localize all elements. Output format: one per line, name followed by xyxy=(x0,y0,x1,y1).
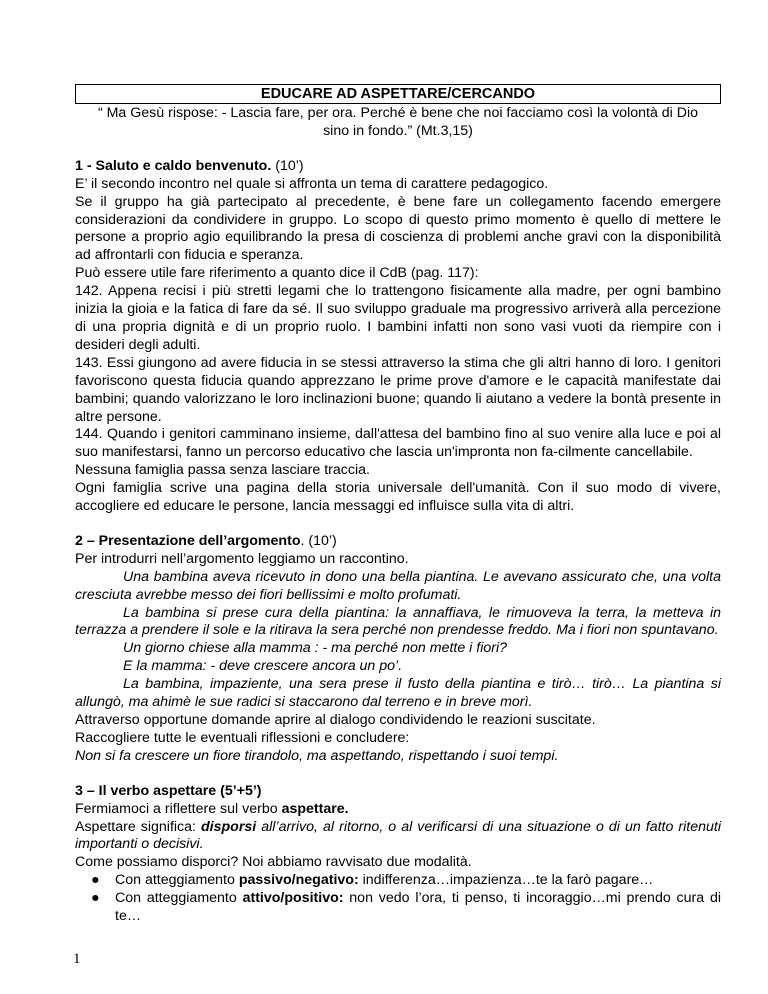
paragraph-144: 144. Quando i genitori camminano insieme, dall'attesa del bambino fino al suo venire alla luce e poi al suo manifestarsi, fanno un percorso educativo che lascia un'impronta non fa-cilmente cancellabile. xyxy=(75,426,721,461)
text-run: Aspettare significa: xyxy=(75,818,201,835)
section-2-heading xyxy=(75,533,721,551)
paragraph-143: 143. Essi giungono ad avere fiducia in se stessi attraverso la stima che gli altri hanno di loro. I genitori favoriscono questa fiducia quando apprezzano le prime prove d'amore e le capacità manifestate dai bambini; quando valorizzano le loro inclinazioni buone; quando li aiutano a vedere la bontà presente in altre persone. xyxy=(75,354,721,425)
attitude-list xyxy=(75,872,721,926)
section-1-heading xyxy=(75,158,721,176)
epigraph-quote: “ Ma Gesù rispose: - Lascia fare, per ora. Perché è bene che noi facciamo così la volontà di Dio sino in fondo.” (Mt.3,15) xyxy=(97,105,699,139)
section-2-title: 2 – Presentazione dell’argomento xyxy=(75,532,301,549)
bullet-icon: ● xyxy=(91,890,100,907)
definition xyxy=(75,819,721,855)
page-number: 1 xyxy=(73,951,81,967)
paragraph: Ogni famiglia scrive una pagina della storia universale dell'umanità. Con il suo modo di vivere, accogliere ed educare le persone, lancia messaggi ed influisce sulla vita di altri. xyxy=(75,480,721,515)
text-run-bold: attivo/positivo: xyxy=(242,890,344,907)
paragraph: Raccogliere tutte le eventuali riflessioni e concludere: xyxy=(75,729,410,746)
section-1-time: (10’) xyxy=(271,157,304,174)
story-paragraph: La bambina si prese cura della piantina: la annaffiava, le rimuoveva la terra, la metteva in terrazza a prendere il sole e la ritirava la sera perché non prendesse freddo. Ma i fiori non spuntavano. xyxy=(75,604,721,639)
list-item xyxy=(91,890,721,926)
text-run-bold: aspettare. xyxy=(281,800,349,817)
story-paragraph: Un giorno chiese alla mamma : - ma perché non mette i fiori? xyxy=(123,640,508,657)
text-run: Con atteggiamento xyxy=(115,872,239,889)
list-item xyxy=(91,872,721,890)
section-3-title: 3 – Il verbo aspettare (5’+5’) xyxy=(75,782,262,799)
section-3 xyxy=(75,783,721,926)
text-run: non vedo l’ora, ti penso, ti incoraggio…mi prendo cura di te… xyxy=(115,890,721,925)
paragraph: Come possiamo disporci? Noi abbiamo ravvisato due modalità. xyxy=(75,854,472,871)
text-run-italic: all’arrivo, al ritorno, o al verificarsi di una situazione o di un fatto ritenuti importanti o decisivi. xyxy=(75,818,721,853)
text-run: Fermiamoci a riflettere sul verbo xyxy=(75,800,282,817)
paragraph-142: 142. Appena recisi i più stretti legami che lo trattengono fisicamente alla madre, per ogni bambino inizia la gioia e la fatica di fare da sé. Il suo sviluppo graduale ma progressivo arriverà alla percezione di una propria dignità e di un proprio ruolo. I bambini infatti non sono vasi vuoti da riempire con i desideri degli adulti. xyxy=(75,283,721,353)
document-page xyxy=(75,84,721,926)
text-run: Con atteggiamento xyxy=(115,890,243,907)
paragraph: Attraverso opportune domande aprire al dialogo condividendo le reazioni suscitate. xyxy=(75,712,596,728)
conclusion: Non si fa crescere un fiore tirandolo, ma aspettando, rispettando i suoi tempi. xyxy=(75,747,559,764)
text-run: indifferenza…impazienza…te la farò pagare… xyxy=(358,872,654,889)
section-1 xyxy=(75,158,721,516)
paragraph: Se il gruppo ha già partecipato al precedente, è bene fare un collegamento facendo emergere considerazioni da condividere in gruppo. Lo scopo di questo primo momento è quello di mettere le persone a proprio agio equilibrando la presa di coscienza di problemi anche gravi con la disponibilità ad affrontarli con fiducia e speranza. xyxy=(75,193,721,264)
story-paragraph: Una bambina aveva ricevuto in dono una bella piantina. Le avevano assicurato che, una volta cresciuta avrebbe messo dei fiori bellissimi e molto profumati. xyxy=(75,568,721,603)
paragraph: Può essere utile fare riferimento a quanto dice il CdB (pag. 117): xyxy=(75,265,479,282)
section-2 xyxy=(75,533,721,766)
document-title: EDUCARE AD ASPETTARE/CERCANDO xyxy=(75,84,721,104)
paragraph: E’ il secondo incontro nel quale si affronta un tema di carattere pedagogico. xyxy=(75,175,549,192)
bullet-icon: ● xyxy=(91,872,100,889)
story-paragraph: La bambina, impaziente, una sera prese il fusto della piantina e tirò… tirò… La piantina si allungò, ma ahimè le sue radici si staccarono dal terreno e in breve morì. xyxy=(75,676,721,711)
story-paragraph: E la mamma: - deve crescere ancora un po’. xyxy=(123,658,403,675)
paragraph xyxy=(75,801,721,819)
text-run-bold-italic: disporsi xyxy=(201,818,257,835)
section-1-title: 1 - Saluto e caldo benvenuto. xyxy=(75,157,272,174)
section-2-time: . (10’) xyxy=(300,532,337,549)
paragraph: Nessuna famiglia passa senza lasciare traccia. xyxy=(75,462,370,479)
paragraph: Per introdurri nell’argomento leggiamo un raccontino. xyxy=(75,550,409,567)
text-run-bold: passivo/negativo: xyxy=(238,872,359,889)
